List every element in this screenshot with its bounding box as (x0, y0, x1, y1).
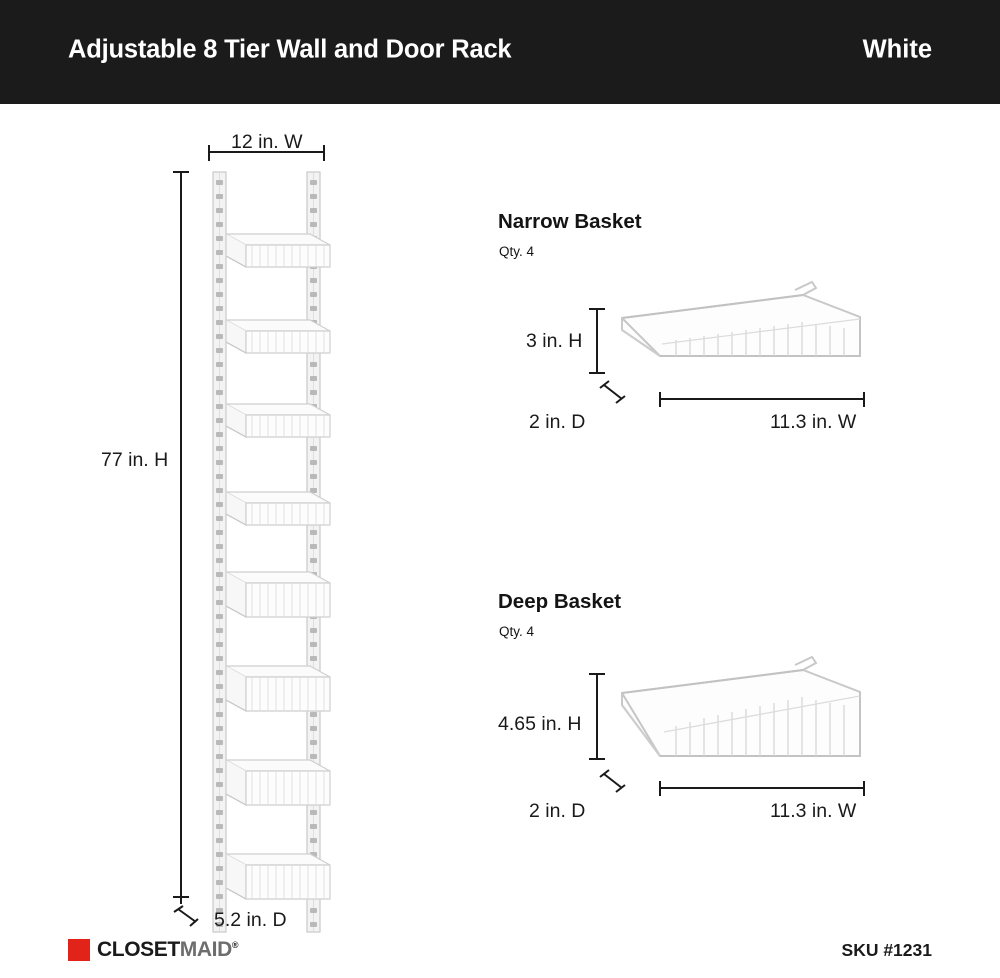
rack-basket-1 (226, 234, 330, 267)
brand-logo (68, 938, 238, 962)
rack-basket-5 (226, 572, 330, 617)
rack-width-label: 12 in. W (231, 131, 303, 153)
rack-illustration (173, 145, 330, 932)
rack-basket-4 (226, 492, 330, 525)
brand-maid-text: MAID (179, 938, 232, 961)
footer (0, 918, 1000, 978)
narrow-basket-illustration (589, 282, 864, 407)
page-title: Adjustable 8 Tier Wall and Door Rack (68, 35, 512, 64)
narrow-basket-depth-label: 2 in. D (529, 411, 586, 433)
deep-basket-depth-label: 2 in. D (529, 800, 586, 822)
header-bar (0, 0, 1000, 104)
rack-basket-2 (226, 320, 330, 353)
rack-depth-label: 5.2 in. D (214, 909, 287, 931)
rack-left-standard (213, 172, 226, 932)
diagram-canvas (0, 104, 1000, 978)
brand-registered-icon: ® (231, 940, 239, 950)
brand-square-icon (68, 939, 90, 961)
sku-label: SKU #1231 (841, 940, 932, 960)
brand-closet-text: CLOSET (97, 938, 180, 961)
narrow-basket-qty: Qty. 4 (499, 244, 535, 259)
rack-basket-7 (226, 760, 330, 805)
rack-basket-6 (226, 666, 330, 711)
rack-basket-3 (226, 404, 330, 437)
rack-basket-8 (226, 854, 330, 899)
deep-basket-width-label: 11.3 in. W (770, 800, 857, 822)
product-color-label: White (862, 35, 932, 64)
narrow-basket-height-label: 3 in. H (526, 330, 583, 352)
deep-basket-illustration (589, 657, 864, 796)
rack-height-label: 77 in. H (101, 449, 169, 471)
deep-basket-title: Deep Basket (498, 590, 622, 613)
brand-wordmark (97, 938, 238, 962)
deep-basket-height-label: 4.65 in. H (498, 713, 582, 735)
deep-basket-qty: Qty. 4 (499, 624, 535, 639)
narrow-basket-title: Narrow Basket (498, 210, 642, 233)
rack-right-standard (307, 172, 320, 932)
narrow-basket-width-label: 11.3 in. W (770, 411, 857, 433)
technical-drawing (0, 104, 1000, 978)
